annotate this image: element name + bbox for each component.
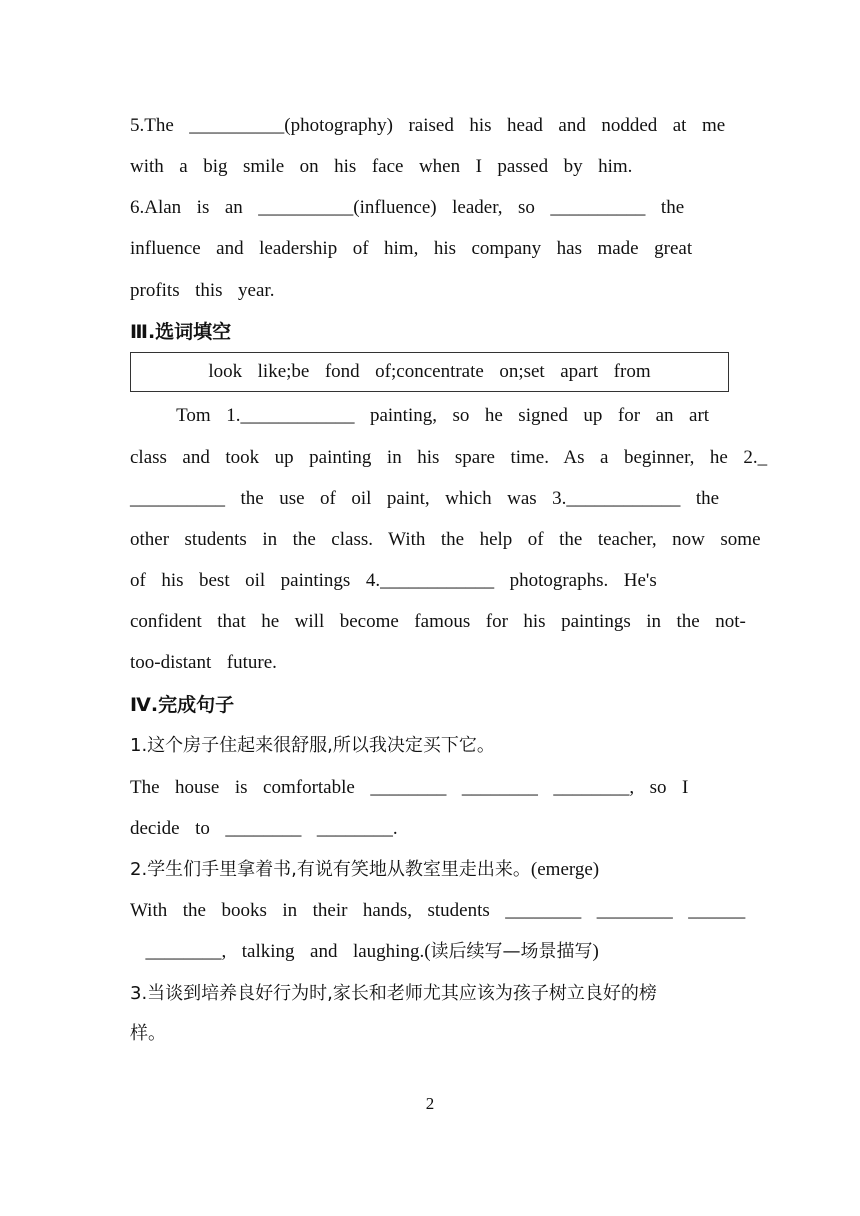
question-6-line-1: 6.Alan is an __________(influence) leader, so __________ the <box>130 197 685 218</box>
passage-line-2: class and took up painting in his spare time. As a beginner, he 2._ <box>130 447 768 468</box>
sentence-1-english-line-2: decide to ________ ________. <box>130 818 398 839</box>
sentence-1-chinese: 1.这个房子住起来很舒服,所以我决定买下它。 <box>130 735 495 756</box>
passage-line-7: too-distant future. <box>130 652 277 673</box>
sentence-2-english-text: ________, talking and laughing.( <box>130 941 431 962</box>
sentence-2-note-close: ) <box>592 941 599 962</box>
sentence-1-english-line-1: The house is comfortable ________ ________ ________, so I <box>130 777 689 798</box>
sentence-2-chinese <box>130 858 599 882</box>
passage-line-4: other students in the class. With the help of the teacher, now some <box>130 529 761 550</box>
passage-line-5: of his best oil paintings 4.____________ photographs. He's <box>130 570 657 591</box>
passage-line-6: confident that he will become famous for his paintings in the not- <box>130 611 746 632</box>
passage-line-1: Tom 1.____________ painting, so he signed up for an art <box>130 405 710 426</box>
sentence-2-hint: (emerge) <box>530 859 600 880</box>
sentence-2-english-line-1: With the books in their hands, students ________ ________ ______ <box>130 900 746 921</box>
sentence-2-note: 读后续写—场景描写 <box>430 941 593 962</box>
question-5-line-2: with a big smile on his face when I passed by him. <box>130 156 633 177</box>
sentence-3-chinese-line-2: 样。 <box>130 1023 166 1044</box>
question-6-line-3: profits this year. <box>130 280 275 301</box>
passage-line-3: __________ the use of oil paint, which was 3.____________ the <box>130 488 720 509</box>
sentence-3-chinese-line-1: 3.当谈到培养良好行为时,家长和老师尤其应该为孩子树立良好的榜 <box>130 983 657 1004</box>
sentence-2-chinese-text: 2.学生们手里拿着书,有说有笑地从教室里走出来。 <box>130 859 531 880</box>
section-3-heading: Ⅲ.选词填空 <box>130 321 232 343</box>
question-6-line-2: influence and leadership of him, his company has made great <box>130 238 693 259</box>
sentence-2-english-line-2 <box>130 940 599 964</box>
page-number: 2 <box>425 1094 435 1113</box>
section-4-heading: Ⅳ.完成句子 <box>130 694 235 716</box>
question-5-line-1: 5.The __________(photography) raised his head and nodded at me <box>130 115 726 136</box>
word-bank-box: look like;be fond of;concentrate on;set apart from <box>130 352 729 392</box>
